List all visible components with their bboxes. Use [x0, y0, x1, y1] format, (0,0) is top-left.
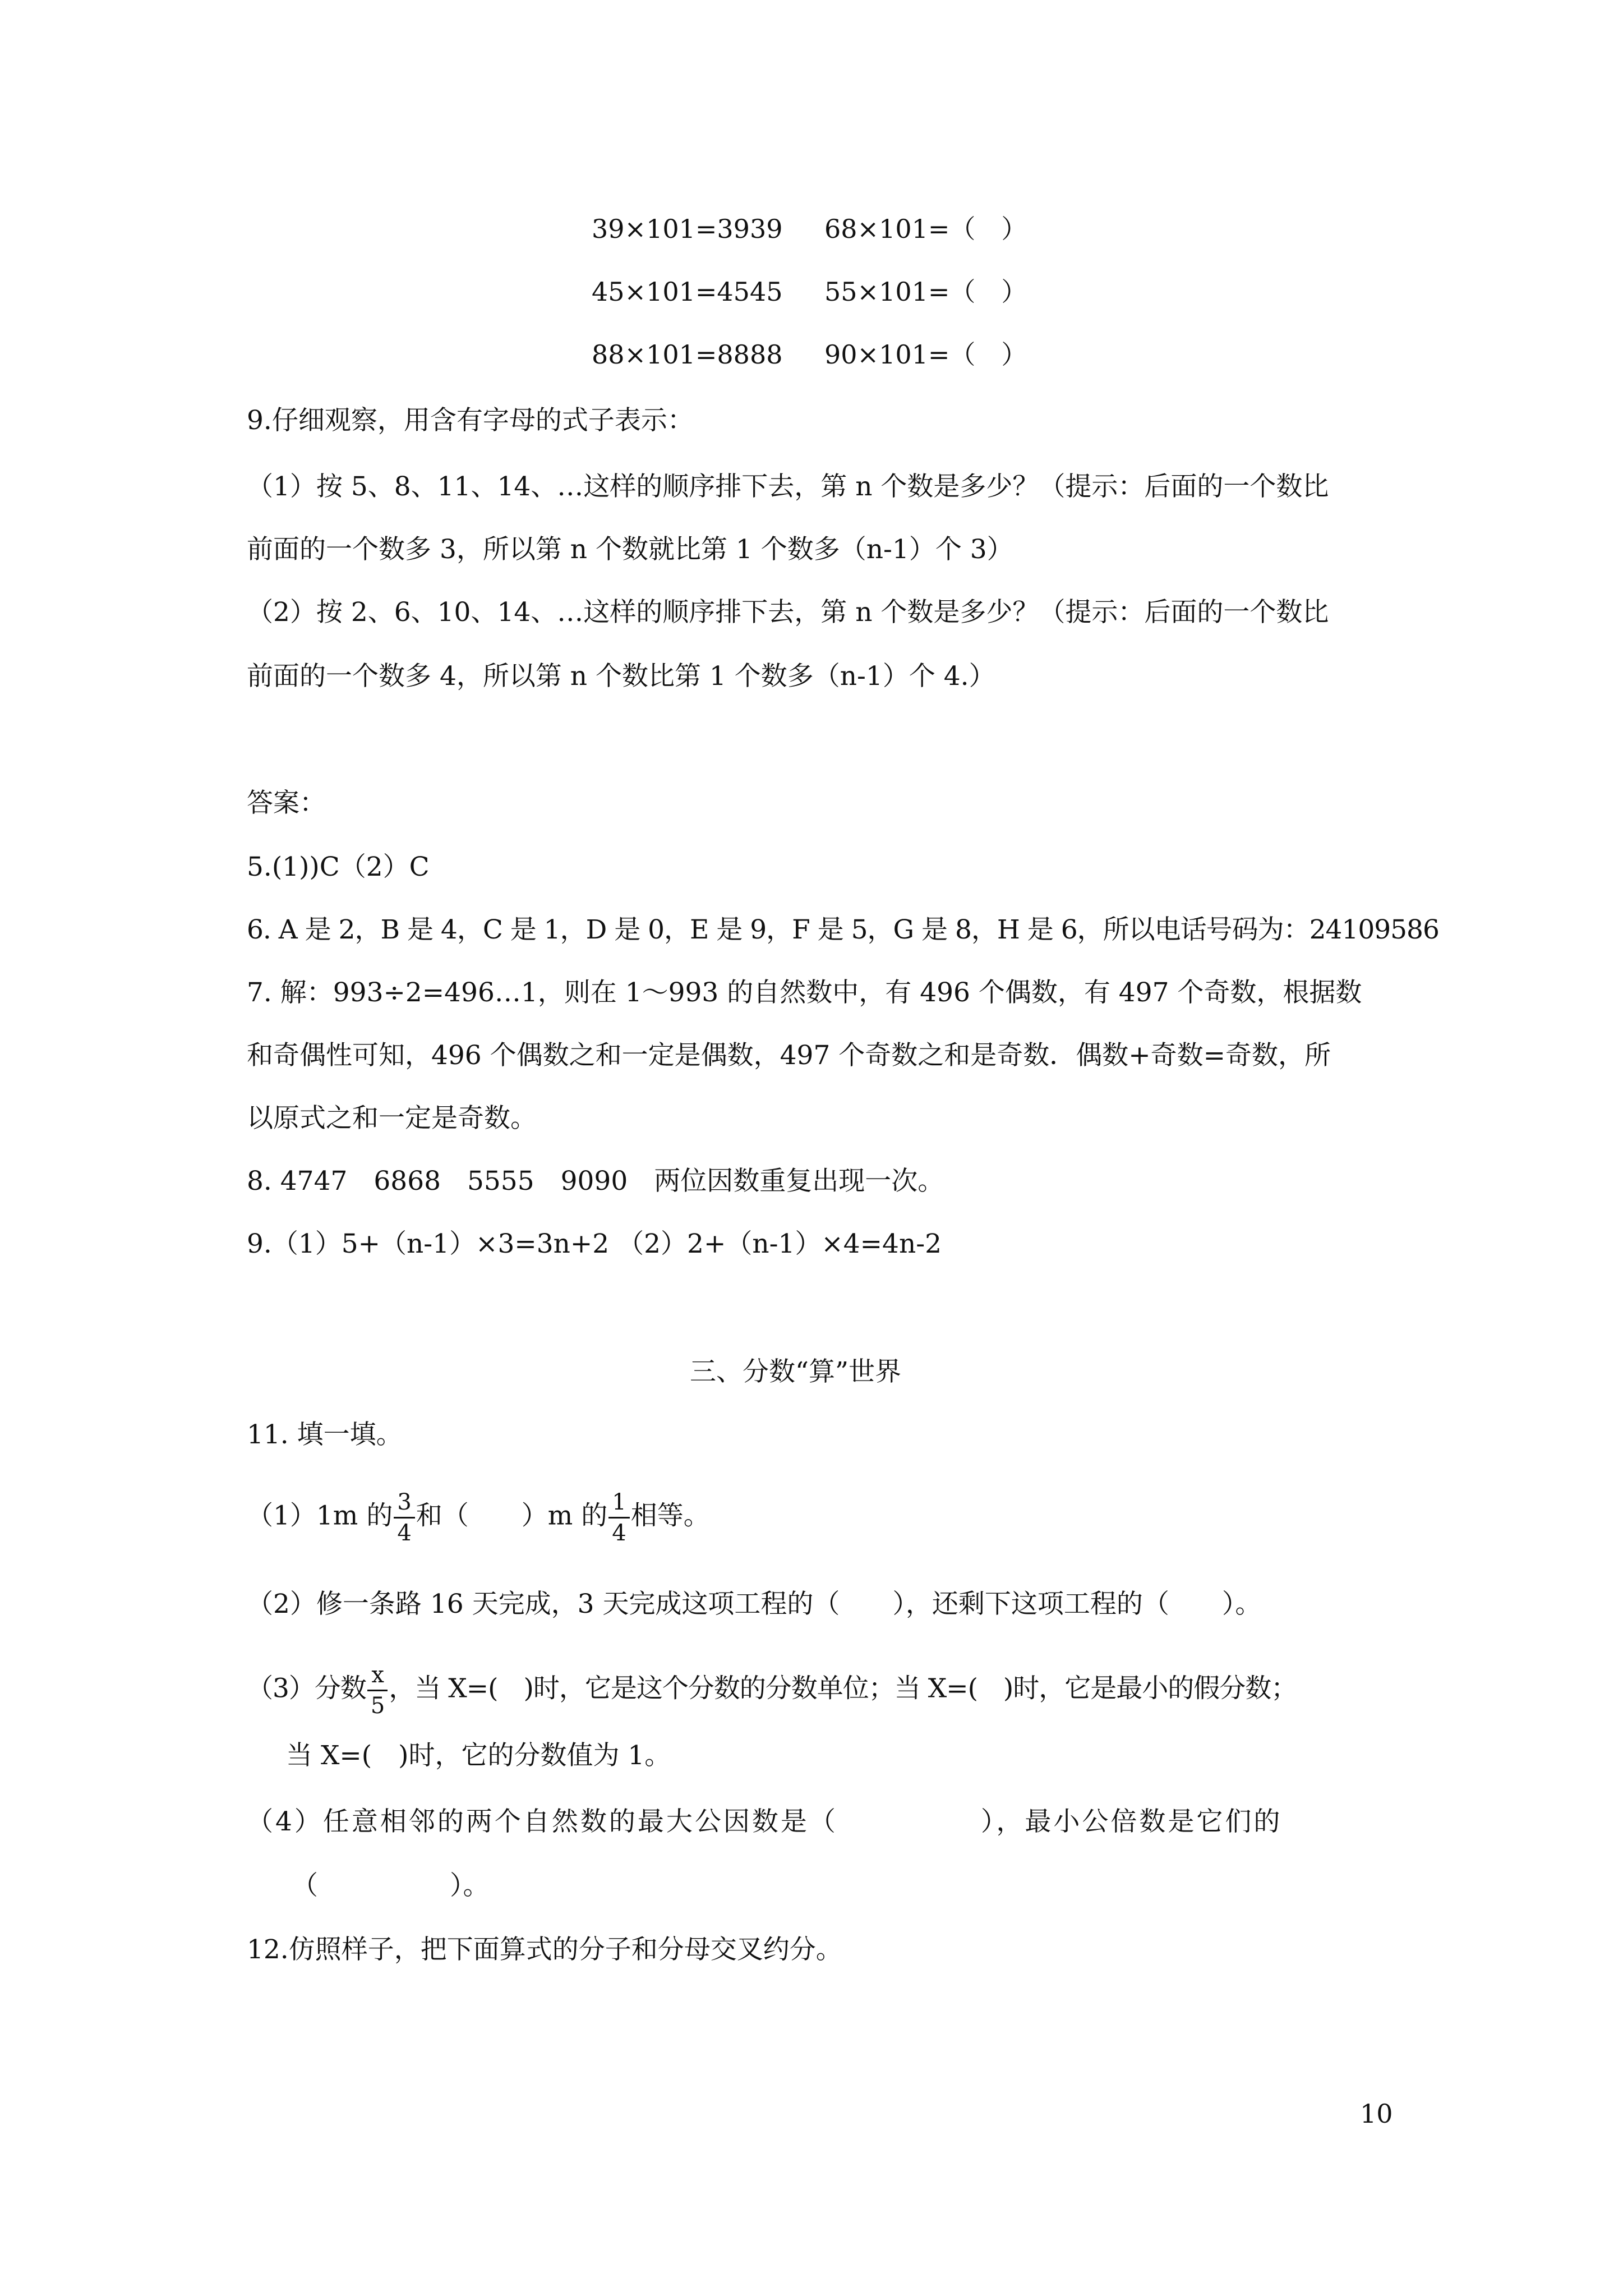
fraction-x-over-5: $\frac{x}{5}$: [367, 1660, 388, 1720]
question-9-part2-line2: 前面的一个数多 4，所以第 n 个数比第 1 个数多（n-1）个 4.）: [247, 661, 995, 692]
question-11-item-3: （3）分数 $\frac{x}{5}$ ，当 X=( )时，它是这个分数的分数单位；当 X=( )时，它是最小的假分数；: [247, 1660, 1391, 1720]
equation-right: 90×101=（ ）: [824, 339, 1027, 370]
equation-left: 45×101=4545: [592, 277, 783, 307]
question-11-title: 11. 填一填。: [247, 1419, 403, 1450]
answer-6: 6. A 是 2，B 是 4，C 是 1，D 是 0，E 是 9，F 是 5，G 是 8，H 是 6，所以电话号码为：24109586: [247, 914, 1439, 945]
equation-right: 68×101=（ ）: [824, 214, 1027, 244]
answer-7-line1: 7. 解：993÷2=496…1，则在 1～993 的自然数中，有 496 个偶数，有 497 个奇数，根据数: [247, 977, 1362, 1008]
question-11-item-4-line1: （4）任意相邻的两个自然数的最大公因数是（ ），最小公倍数是它们的: [247, 1806, 1283, 1837]
question-11-item-2: （2）修一条路 16 天完成，3 天完成这项工程的（ ），还剩下这项工程的（ ）。: [247, 1589, 1262, 1619]
answer-5: 5.(1))C（2）C: [247, 852, 430, 882]
answers-heading: 答案：: [247, 788, 326, 818]
question-9-part2-line1: （2）按 2、6、10、14、…这样的顺序排下去，第 n 个数是多少？（提示：后面的一个数比: [247, 597, 1329, 628]
answer-9: 9.（1）5+（n-1）×3=3n+2 （2）2+（n-1）×4=4n-2: [247, 1228, 942, 1259]
question-12-title: 12.仿照样子，把下面算式的分子和分母交叉约分。: [247, 1934, 842, 1965]
equation-left: 88×101=8888: [592, 339, 783, 370]
equation-left: 39×101=3939: [592, 214, 783, 244]
question-11-item-1: （1）1m 的 $\frac{3}{4}$ 和（ ）m 的 $\frac{1}{4}$ 相等。: [247, 1488, 1391, 1548]
question-11-item-4-line2: （ ）。: [292, 1870, 490, 1901]
section-title: 三、分数“算”世界: [690, 1356, 902, 1387]
fraction-three-quarters: $\frac{3}{4}$: [394, 1488, 414, 1548]
question-11-item-3-line2: 当 X=( )时，它的分数值为 1。: [286, 1740, 671, 1771]
answer-8: 8. 4747 6868 5555 9090 两位因数重复出现一次。: [247, 1166, 944, 1197]
fraction-one-quarter: $\frac{1}{4}$: [608, 1488, 629, 1548]
equation-right: 55×101=（ ）: [824, 277, 1027, 307]
question-9-part1-line1: （1）按 5、8、11、14、…这样的顺序排下去，第 n 个数是多少？（提示：后面的一个数比: [247, 471, 1329, 502]
answer-7-line3: 以原式之和一定是奇数。: [247, 1103, 537, 1134]
answer-7-line2: 和奇偶性可知，496 个偶数之和一定是偶数，497 个奇数之和是奇数．偶数+奇数=奇数，所: [247, 1040, 1331, 1071]
page-number: 10: [1360, 2099, 1393, 2129]
question-9-title: 9.仔细观察，用含有字母的式子表示：: [247, 405, 694, 436]
question-9-part1-line2: 前面的一个数多 3，所以第 n 个数就比第 1 个数多（n-1）个 3）: [247, 534, 1013, 565]
